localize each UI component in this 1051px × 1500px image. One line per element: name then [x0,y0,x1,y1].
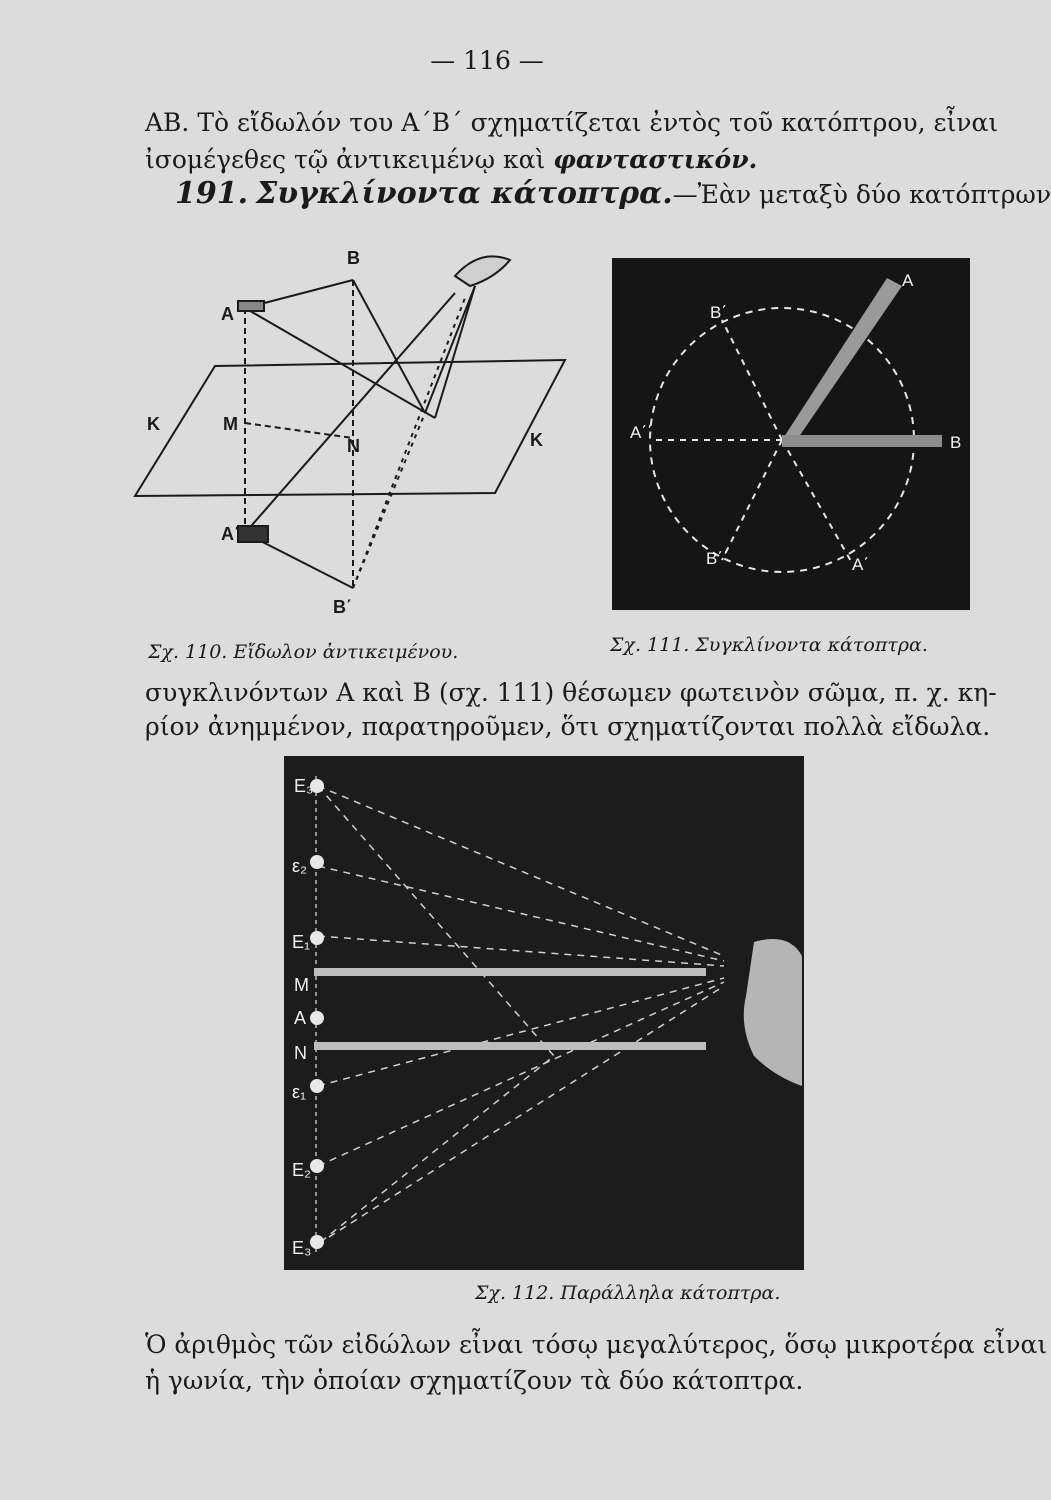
candle-image-icon [310,1235,324,1249]
section-title: Συγκλίνοντα κάτοπτρα. [256,176,673,211]
label-A: A [294,1008,307,1028]
figure-110-diagram [125,238,585,618]
figure-111-caption: Σχ. 111. Συγκλίνοντα κάτοπτρα. [610,634,928,656]
ray [353,280,425,413]
section-text: —Ἐὰν μεταξὺ δύο κατόπτρων [672,180,1051,209]
label-E2-bot: E₂ [292,1160,311,1180]
text-line: συγκλινόντων Α καὶ Β (σχ. 111) θέσωμεν φωτεινὸν σῶμα, π. χ. κη- [145,678,997,707]
candle-image-icon [310,1079,324,1093]
text-line [145,145,757,174]
mirror-b [782,435,942,447]
label-B-prime-top: B΄ [710,303,727,322]
text-line: ἡ γωνία, τὴν ὁποίαν σχηματίζουν τὰ δύο κάτοπτρα. [145,1366,804,1395]
figure-110-caption: Σχ. 110. Εἴδωλον ἀντικειμένου. [148,641,459,663]
label-E3-top: E₃ [294,776,314,796]
section-number: 191. [175,176,249,211]
figure-112-photo [284,756,804,1270]
label-A-prime: A΄ [221,524,240,544]
photo-background [284,756,804,1270]
eye-icon [455,256,510,286]
label-B-prime: B΄ [333,597,352,617]
object-icon [238,301,264,311]
ray [435,286,475,418]
dashed-mn [245,423,353,438]
label-E1-bot: ε₁ [292,1082,307,1102]
label-A-prime: A΄ [852,555,869,574]
text-line: Ὁ ἀριθμὸς τῶν εἰδώλων εἶναι τόσῳ μεγαλύτερος, ὅσῳ μικροτέρα εἶναι [145,1330,1048,1359]
section-heading [175,176,1051,211]
candle-image-icon [310,1159,324,1173]
label-M: M [294,975,309,995]
text-line: ΑΒ. Τὸ εἴδωλόν του Α΄Β΄ σχηματίζεται ἐντὸς τοῦ κατόπτρου, εἶναι [145,108,999,137]
label-M: M [223,414,238,434]
figure-112-caption: Σχ. 112. Παράλληλα κάτοπτρα. [475,1282,781,1304]
label-A-dblprime: A΄΄ [630,423,653,442]
text-plain: ἰσομέγεθες τῷ ἀντικειμένῳ καὶ [145,145,554,174]
mirror-m [314,968,706,976]
candle-object-icon [310,1011,324,1025]
label-N: N [347,436,360,456]
label-K-left: K [147,414,160,434]
label-N: N [294,1043,307,1063]
label-A: A [221,304,234,324]
image-object-icon [238,526,268,542]
candle-image-icon [310,855,324,869]
page-number: — 116 — [430,46,544,75]
figure-111-photo [612,258,970,610]
label-B: B [347,248,360,268]
label-K-right: K [530,430,543,450]
mirror-n [314,1042,706,1050]
dashed-ray [353,298,465,588]
label-B-dblprime: B΄΄ [706,549,729,568]
label-E1-top: E₁ [292,932,311,952]
candle-image-icon [310,931,324,945]
ray [245,293,455,533]
mirror-plane [135,360,565,496]
emphasis-text: φανταστικόν. [553,145,758,174]
label-A: A [902,271,914,290]
label-E3-bot: E₃ [292,1238,312,1258]
label-B: B [950,433,962,452]
text-line: ρίον ἀνημμένον, παρατηροῦμεν, ὅτι σχηματίζονται πολλὰ εἴδωλα. [145,712,991,741]
ray [425,286,475,413]
label-E2-top: ε₂ [292,856,308,876]
